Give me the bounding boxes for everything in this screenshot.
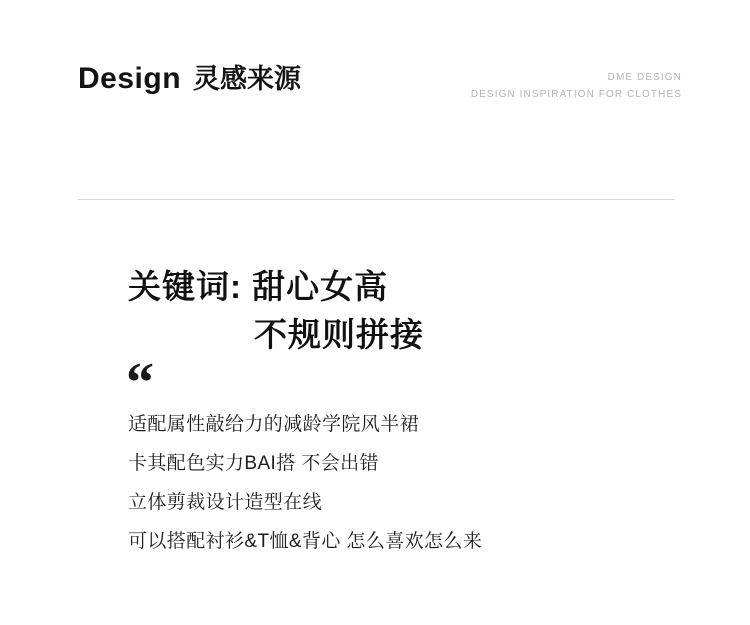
header-meta xyxy=(471,70,682,103)
quote-mark-icon: “ xyxy=(126,352,152,414)
body-copy xyxy=(128,406,708,562)
header-meta-line-1: DME DESIGN xyxy=(607,72,682,83)
body-copy-line: 可以搭配衬衫&T恤&背心 怎么喜欢怎么来 xyxy=(128,530,483,552)
horizontal-divider xyxy=(78,199,675,200)
page-title-chinese: 灵感来源 xyxy=(193,64,302,94)
page-header xyxy=(0,62,750,122)
page-title xyxy=(78,62,301,95)
keyword-line-2: 不规则拼接 xyxy=(254,315,424,353)
body-copy-line: 适配属性敲给力的减龄学院风半裙 xyxy=(128,414,420,435)
header-meta-line-2: DESIGN INSPIRATION FOR CLOTHES xyxy=(470,88,682,100)
page-title-english: Design xyxy=(78,62,182,95)
keyword-line-1: 关键词: 甜心女高 xyxy=(128,268,389,305)
keyword-block xyxy=(128,263,688,359)
body-copy-line: 立体剪裁设计造型在线 xyxy=(128,491,323,513)
body-copy-line: 卡其配色实力BAI搭 不会出错 xyxy=(128,452,379,474)
